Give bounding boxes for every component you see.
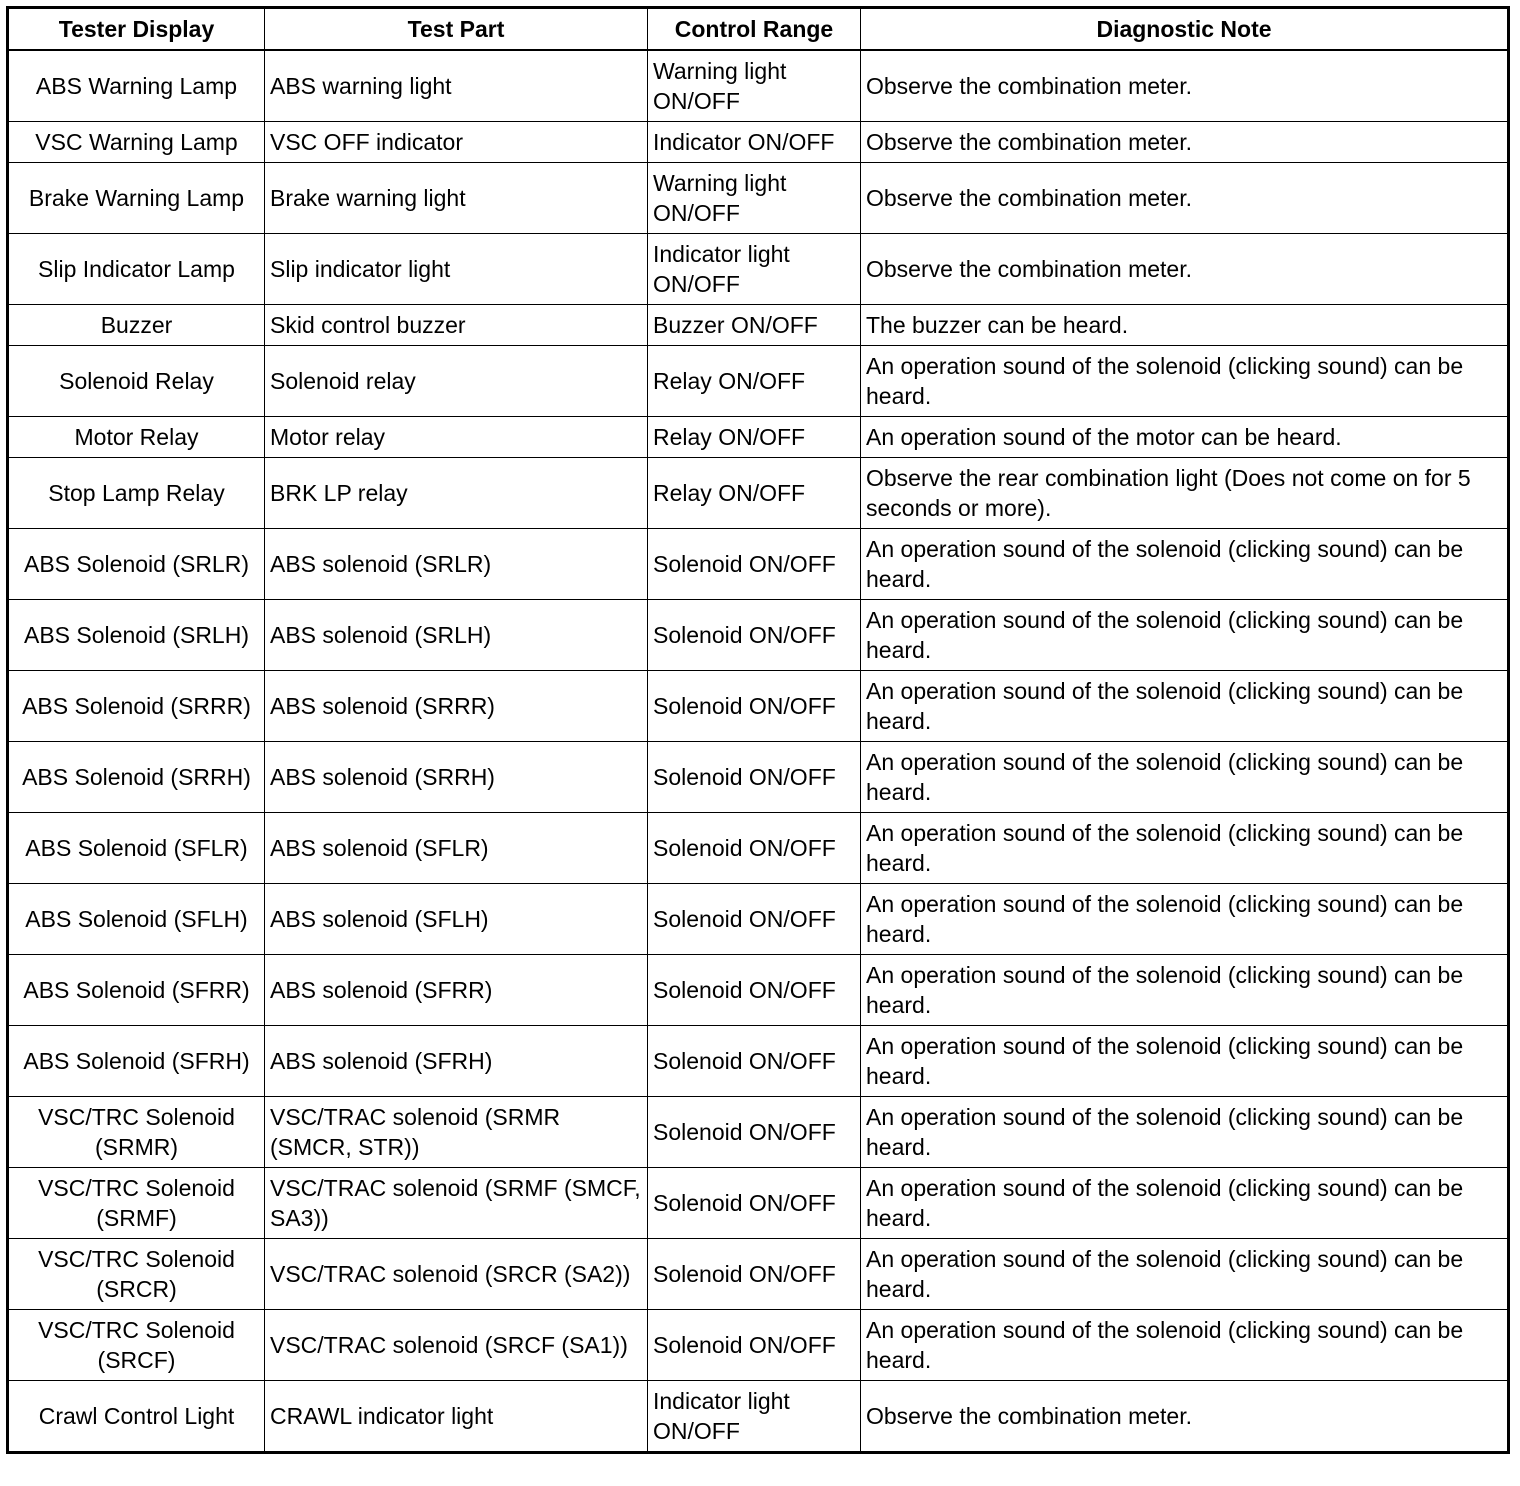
table-row [8,600,1509,671]
cell-test-part: Brake warning light [265,163,648,234]
cell-tester-display: Crawl Control Light [8,1381,265,1453]
cell-test-part: Motor relay [265,417,648,458]
cell-test-part: ABS solenoid (SFLR) [265,813,648,884]
header-tester-display: Tester Display [8,8,265,51]
cell-diagnostic-note: An operation sound of the solenoid (clicking sound) can be heard. [861,884,1509,955]
cell-diagnostic-note: An operation sound of the solenoid (clicking sound) can be heard. [861,1239,1509,1310]
table-row [8,884,1509,955]
cell-control-range: Indicator light ON/OFF [648,234,861,305]
cell-tester-display: VSC/TRC Solenoid (SRMF) [8,1168,265,1239]
cell-test-part: Slip indicator light [265,234,648,305]
cell-tester-display: VSC/TRC Solenoid (SRCF) [8,1310,265,1381]
cell-test-part: ABS warning light [265,50,648,122]
cell-tester-display: Solenoid Relay [8,346,265,417]
cell-control-range: Solenoid ON/OFF [648,671,861,742]
cell-diagnostic-note: An operation sound of the solenoid (clicking sound) can be heard. [861,346,1509,417]
cell-tester-display: ABS Solenoid (SFRH) [8,1026,265,1097]
cell-tester-display: Stop Lamp Relay [8,458,265,529]
header-diagnostic-note: Diagnostic Note [861,8,1509,51]
cell-tester-display: ABS Solenoid (SFLR) [8,813,265,884]
cell-tester-display: ABS Solenoid (SRLH) [8,600,265,671]
cell-diagnostic-note: An operation sound of the solenoid (clicking sound) can be heard. [861,1168,1509,1239]
cell-diagnostic-note: Observe the combination meter. [861,1381,1509,1453]
cell-diagnostic-note: An operation sound of the solenoid (clicking sound) can be heard. [861,813,1509,884]
table-row [8,1168,1509,1239]
cell-tester-display: Buzzer [8,305,265,346]
cell-control-range: Solenoid ON/OFF [648,1026,861,1097]
table-row [8,742,1509,813]
cell-control-range: Warning light ON/OFF [648,50,861,122]
cell-control-range: Relay ON/OFF [648,417,861,458]
cell-test-part: ABS solenoid (SRRH) [265,742,648,813]
cell-tester-display: VSC/TRC Solenoid (SRCR) [8,1239,265,1310]
cell-tester-display: ABS Warning Lamp [8,50,265,122]
cell-control-range: Solenoid ON/OFF [648,742,861,813]
cell-tester-display: ABS Solenoid (SRRH) [8,742,265,813]
cell-control-range: Buzzer ON/OFF [648,305,861,346]
cell-control-range: Solenoid ON/OFF [648,1097,861,1168]
table-row [8,50,1509,122]
cell-diagnostic-note: An operation sound of the solenoid (clicking sound) can be heard. [861,671,1509,742]
table-row [8,417,1509,458]
cell-control-range: Solenoid ON/OFF [648,1239,861,1310]
table-row [8,1310,1509,1381]
cell-control-range: Warning light ON/OFF [648,163,861,234]
cell-control-range: Solenoid ON/OFF [648,1310,861,1381]
table-row [8,1026,1509,1097]
table-row [8,346,1509,417]
cell-control-range: Relay ON/OFF [648,346,861,417]
cell-diagnostic-note: Observe the combination meter. [861,50,1509,122]
table-row [8,671,1509,742]
cell-control-range: Solenoid ON/OFF [648,600,861,671]
cell-diagnostic-note: Observe the combination meter. [861,163,1509,234]
cell-tester-display: ABS Solenoid (SRLR) [8,529,265,600]
cell-tester-display: Motor Relay [8,417,265,458]
cell-tester-display: ABS Solenoid (SRRR) [8,671,265,742]
cell-control-range: Relay ON/OFF [648,458,861,529]
table-row [8,234,1509,305]
cell-diagnostic-note: Observe the combination meter. [861,234,1509,305]
cell-tester-display: VSC Warning Lamp [8,122,265,163]
cell-diagnostic-note: An operation sound of the solenoid (clicking sound) can be heard. [861,1310,1509,1381]
cell-diagnostic-note: An operation sound of the solenoid (clicking sound) can be heard. [861,529,1509,600]
cell-test-part: ABS solenoid (SRLH) [265,600,648,671]
cell-tester-display: ABS Solenoid (SFLH) [8,884,265,955]
cell-test-part: ABS solenoid (SFRR) [265,955,648,1026]
cell-diagnostic-note: An operation sound of the solenoid (clicking sound) can be heard. [861,600,1509,671]
cell-tester-display: ABS Solenoid (SFRR) [8,955,265,1026]
table-row [8,813,1509,884]
table-row [8,529,1509,600]
table-row [8,458,1509,529]
cell-diagnostic-note: An operation sound of the solenoid (clicking sound) can be heard. [861,1097,1509,1168]
cell-tester-display: Brake Warning Lamp [8,163,265,234]
cell-diagnostic-note: An operation sound of the solenoid (clicking sound) can be heard. [861,955,1509,1026]
cell-tester-display: Slip Indicator Lamp [8,234,265,305]
cell-control-range: Solenoid ON/OFF [648,884,861,955]
cell-diagnostic-note: An operation sound of the solenoid (clicking sound) can be heard. [861,1026,1509,1097]
header-control-range: Control Range [648,8,861,51]
cell-diagnostic-note: An operation sound of the solenoid (clicking sound) can be heard. [861,742,1509,813]
header-row [8,8,1509,51]
cell-test-part: VSC/TRAC solenoid (SRCF (SA1)) [265,1310,648,1381]
active-test-table-container [6,6,1507,1454]
cell-test-part: VSC/TRAC solenoid (SRCR (SA2)) [265,1239,648,1310]
cell-test-part: VSC/TRAC solenoid (SRMR (SMCR, STR)) [265,1097,648,1168]
cell-test-part: VSC OFF indicator [265,122,648,163]
cell-test-part: BRK LP relay [265,458,648,529]
active-test-table [6,6,1510,1454]
cell-control-range: Solenoid ON/OFF [648,1168,861,1239]
cell-control-range: Solenoid ON/OFF [648,529,861,600]
cell-diagnostic-note: An operation sound of the motor can be heard. [861,417,1509,458]
header-test-part: Test Part [265,8,648,51]
cell-diagnostic-note: The buzzer can be heard. [861,305,1509,346]
cell-test-part: ABS solenoid (SFRH) [265,1026,648,1097]
cell-diagnostic-note: Observe the combination meter. [861,122,1509,163]
table-row [8,122,1509,163]
table-row [8,1239,1509,1310]
cell-control-range: Indicator light ON/OFF [648,1381,861,1453]
cell-diagnostic-note: Observe the rear combination light (Does not come on for 5 seconds or more). [861,458,1509,529]
table-row [8,305,1509,346]
table-row [8,955,1509,1026]
table-row [8,1097,1509,1168]
cell-test-part: CRAWL indicator light [265,1381,648,1453]
cell-tester-display: VSC/TRC Solenoid (SRMR) [8,1097,265,1168]
cell-test-part: VSC/TRAC solenoid (SRMF (SMCF, SA3)) [265,1168,648,1239]
table-row [8,163,1509,234]
cell-test-part: Solenoid relay [265,346,648,417]
cell-control-range: Indicator ON/OFF [648,122,861,163]
cell-control-range: Solenoid ON/OFF [648,955,861,1026]
cell-test-part: Skid control buzzer [265,305,648,346]
cell-test-part: ABS solenoid (SRRR) [265,671,648,742]
cell-test-part: ABS solenoid (SFLH) [265,884,648,955]
table-row [8,1381,1509,1453]
cell-control-range: Solenoid ON/OFF [648,813,861,884]
cell-test-part: ABS solenoid (SRLR) [265,529,648,600]
